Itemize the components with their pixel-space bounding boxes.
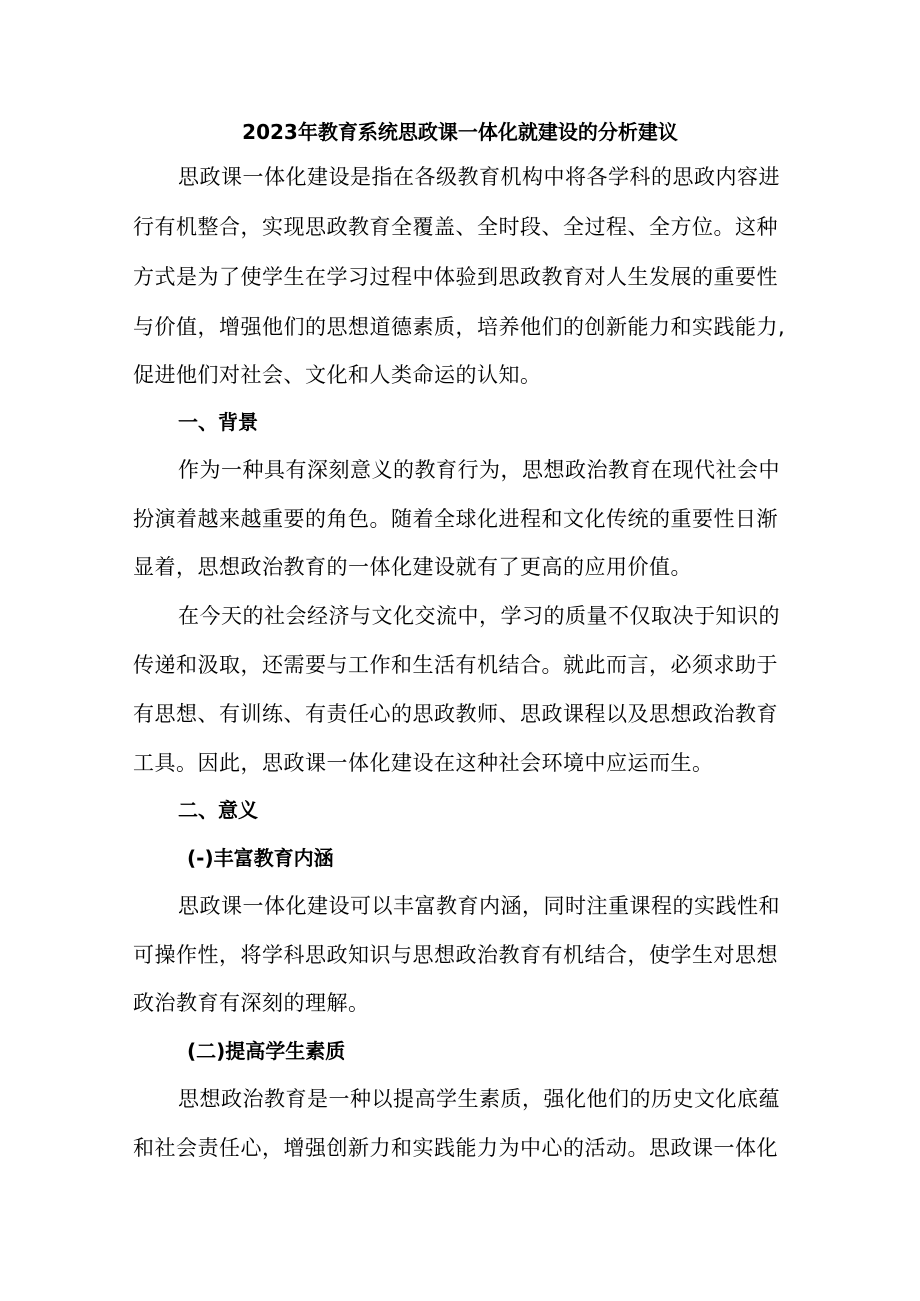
intro-line-4: 与价值，增强他们的思想道德素质，培养他们的创新能力和实践能力, bbox=[133, 315, 786, 339]
section-heading-significance: 二、意义 bbox=[178, 798, 258, 822]
sub1-line-1: 思政课一体化建设可以丰富教育内涵，同时注重课程的实践性和 bbox=[178, 894, 780, 918]
section1-para2-line-3: 有思想、有训练、有责任心的思政教师、思政课程以及思想政治教育 bbox=[133, 702, 778, 726]
sub2-line-1: 思想政治教育是一种以提高学生素质，强化他们的历史文化底蕴 bbox=[178, 1087, 780, 1111]
section-heading-background: 一、背景 bbox=[178, 410, 258, 434]
section1-para1-line-3: 显着，思想政治教育的一体化建设就有了更高的应用价值。 bbox=[133, 555, 692, 579]
sub2-line-2: 和社会责任心，增强创新力和实践能力为中心的活动。思政课一体化 bbox=[133, 1136, 778, 1160]
section1-para1-line-2: 扮演着越来越重要的角色。随着全球化进程和文化传统的重要性日渐 bbox=[133, 507, 778, 531]
section1-para2-line-4: 工具。因此，思政课一体化建设在这种社会环境中应运而生。 bbox=[133, 751, 714, 775]
subsection-heading-1: (-)丰富教育内涵 bbox=[187, 846, 334, 870]
section1-para1-line-1: 作为一种具有深刻意义的教育行为，思想政治教育在现代社会中 bbox=[178, 458, 780, 482]
section1-para2-line-2: 传递和汲取，还需要与工作和生活有机结合。就此而言，必须求助于 bbox=[133, 653, 778, 677]
intro-line-2: 行有机整合，实现思政教育全覆盖、全时段、全过程、全方位。这种 bbox=[133, 215, 778, 239]
document-title: 2023年教育系统思政课一体化就建设的分析建议 bbox=[242, 120, 678, 144]
sub1-line-3: 政治教育有深刻的理解。 bbox=[133, 991, 370, 1015]
subsection-heading-2: (二)提高学生素质 bbox=[187, 1039, 346, 1063]
sub1-line-2: 可操作性，将学科思政知识与思想政治教育有机结合，使学生对思想 bbox=[133, 943, 778, 967]
intro-line-3: 方式是为了使学生在学习过程中体验到思政教育对人生发展的重要性 bbox=[133, 265, 778, 289]
intro-line-5: 促进他们对社会、文化和人类命运的认知。 bbox=[133, 363, 542, 387]
section1-para2-line-1: 在今天的社会经济与文化交流中，学习的质量不仅取决于知识的 bbox=[178, 604, 780, 628]
intro-line-1: 思政课一体化建设是指在各级教育机构中将各学科的思政内容进 bbox=[178, 165, 780, 189]
